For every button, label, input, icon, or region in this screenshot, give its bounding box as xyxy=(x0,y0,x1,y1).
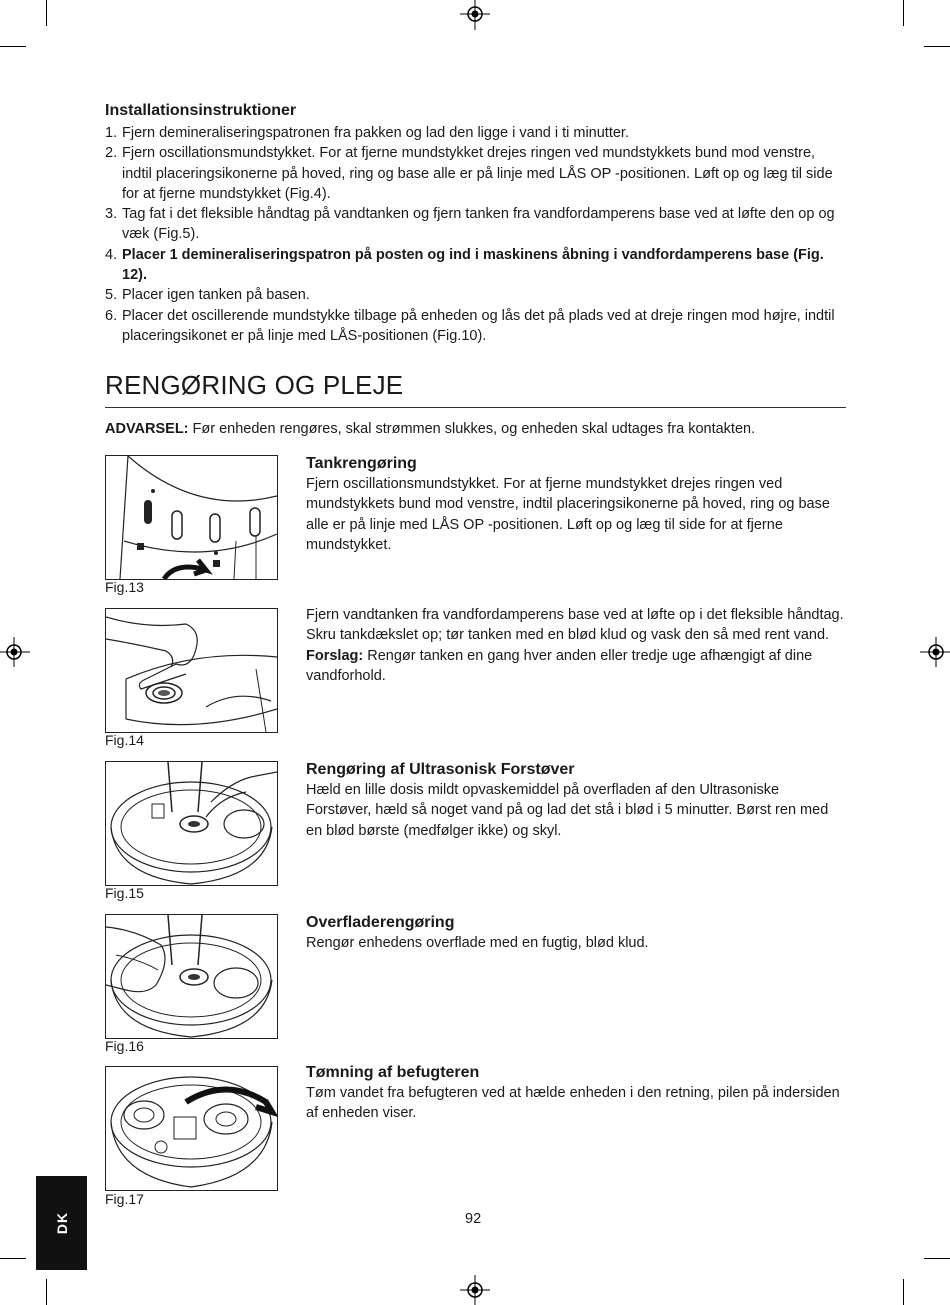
surface-cleaning-block xyxy=(306,913,846,953)
registration-mark-icon xyxy=(460,0,490,30)
crop-mark xyxy=(46,0,47,26)
page-number: 92 xyxy=(465,1211,482,1227)
installation-title: Installationsinstruktioner xyxy=(105,102,297,119)
fig-15-illustration xyxy=(105,761,278,886)
registration-mark-icon xyxy=(0,637,30,667)
installation-steps xyxy=(105,123,845,346)
tank-cleaning-heading: Tankrengøring xyxy=(306,455,417,472)
tank-tip-text: Forslag: Rengør tanken en gang hver anden eller tredje uge afhængigt af dine vandforhold. xyxy=(306,647,813,684)
list-item: 6. Placer det oscillerende mundstykke tilbage på enheden og lås det på plads ved at dreje ringen mod højre, indtil placeringsikonet er på linje med LÅS-positionen (Fig.10). xyxy=(105,307,835,344)
tank-cleaning-block xyxy=(306,454,846,555)
fig-17-label: Fig.17 xyxy=(105,1191,144,1207)
crop-mark xyxy=(924,1258,950,1259)
list-item: 2. Fjern oscillationsmundstykket. For at fjerne mundstykket drejes ringen ved mundstykkets bund mod venstre, indtil placeringsikonerne på hoved, ring og base alle er på linje med LÅS OP -positionen. Løft op og læg til side for at fjerne mundstykket (Fig.4). xyxy=(105,145,833,202)
list-item: 3. Tag fat i det fleksible håndtag på vandtanken og fjern tanken fra vandfordamperens base ved at løfte den op og væk (Fig.5). xyxy=(105,206,835,243)
fig-13-label: Fig.13 xyxy=(105,579,144,595)
fig-14-illustration xyxy=(105,608,278,733)
fig-17-illustration xyxy=(105,1066,278,1191)
language-tab xyxy=(36,1176,87,1270)
fig-15-label: Fig.15 xyxy=(105,885,144,901)
fig-16-illustration xyxy=(105,914,278,1039)
ultrasonic-cleaning-heading: Rengøring af Ultrasonisk Forstøver xyxy=(306,761,575,778)
crop-mark xyxy=(0,1258,26,1259)
surface-cleaning-text: Rengør enhedens overflade med en fugtig, blød klud. xyxy=(306,935,649,951)
fig-16-label: Fig.16 xyxy=(105,1038,144,1054)
tank-washing-block xyxy=(306,605,846,686)
ultrasonic-cleaning-text: Hæld en lille dosis mildt opvaskemiddel på overfladen af den Ultrasoniske Forstøver, hæld så noget vand på og lad det stå i blød i 5 minutter. Børst ren med en blød børste (medfølger ikke) og skyl. xyxy=(306,782,829,839)
emptying-text: Tøm vandet fra befugteren ved at hælde enheden i den retning, pilen på indersiden af enheden viser. xyxy=(306,1085,840,1122)
fig-14-label: Fig.14 xyxy=(105,732,144,748)
emptying-block xyxy=(306,1063,846,1124)
registration-mark-icon xyxy=(460,1275,490,1305)
surface-cleaning-heading: Overfladerengøring xyxy=(306,914,455,931)
ultrasonic-cleaning-block xyxy=(306,760,846,841)
section-divider xyxy=(105,407,846,408)
crop-mark xyxy=(903,0,904,26)
list-item: 4. Placer 1 demineraliseringspatron på posten og ind i maskinens åbning i vandfordamperens base (Fig. 12). xyxy=(105,246,824,284)
crop-mark xyxy=(46,1279,47,1305)
tank-washing-text: Fjern vandtanken fra vandfordamperens base ved at løfte op i det fleksible håndtag. Skru tankdækslet op; tør tanken med en blød klud og vask den så med rent vand. xyxy=(306,607,844,644)
crop-mark xyxy=(903,1279,904,1305)
list-item: 1. Fjern demineraliseringspatronen fra pakken og lad den ligge i vand i ti minutter. xyxy=(105,125,629,141)
fig-13-illustration xyxy=(105,455,278,580)
list-item: 5. Placer igen tanken på basen. xyxy=(105,287,310,304)
crop-mark xyxy=(0,46,26,47)
warning-text: ADVARSEL: Før enheden rengøres, skal strømmen slukkes, og enheden skal udtages fra kontakten. xyxy=(105,421,756,437)
registration-mark-icon xyxy=(920,637,950,667)
emptying-heading: Tømning af befugteren xyxy=(306,1064,480,1081)
warning-label: ADVARSEL: xyxy=(105,421,189,437)
section-heading: RENGØRING OG PLEJE xyxy=(105,370,404,400)
tip-label: Forslag: xyxy=(306,647,364,664)
tank-cleaning-text: Fjern oscillationsmundstykket. For at fjerne mundstykket drejes ringen ved mundstykkets bund mod venstre, indtil placeringsikonerne på hoved, ring og base alle er på linje med LÅS OP -positionen. Løft op og læg til side for at fjerne mundstykket. xyxy=(306,476,830,553)
language-tab-label: DK xyxy=(53,1211,70,1235)
crop-mark xyxy=(924,46,950,47)
